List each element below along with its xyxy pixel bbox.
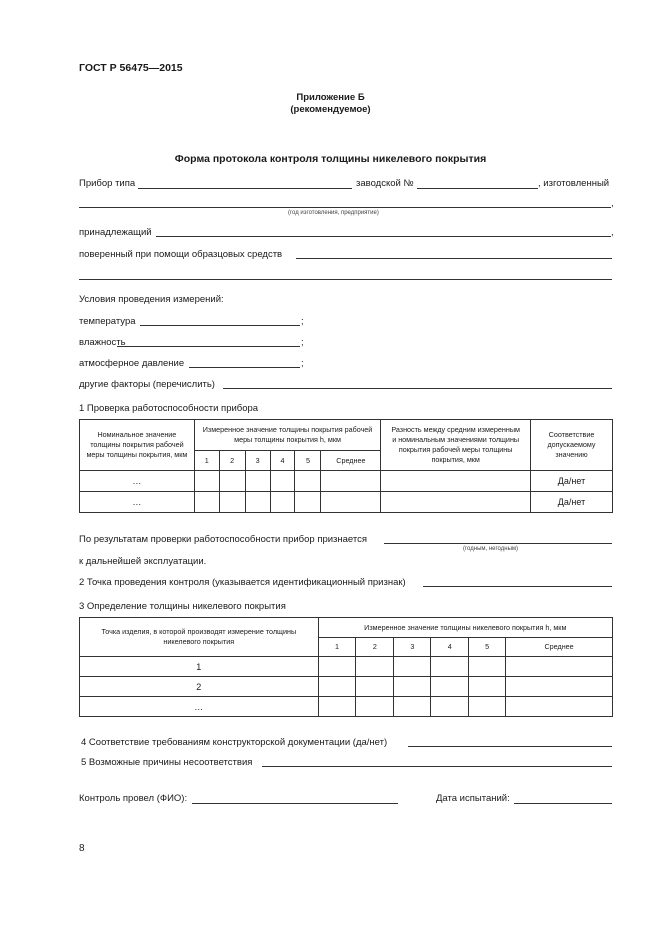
measurement-cell[interactable] — [219, 471, 245, 492]
conformity-field[interactable] — [408, 746, 612, 747]
measurement-cell[interactable] — [394, 697, 431, 717]
subcol-2: 2 — [219, 451, 245, 471]
table-row — [80, 657, 613, 677]
measurement-cell[interactable] — [469, 677, 506, 697]
measurement-cell[interactable] — [245, 471, 270, 492]
annex-subtitle: (рекомендуемое) — [290, 104, 371, 115]
measurement-cell[interactable] — [431, 657, 469, 677]
table-row — [80, 492, 613, 513]
subcol-4: 4 — [431, 638, 469, 657]
measurement-cell[interactable] — [318, 697, 356, 717]
subcol-3: 3 — [245, 451, 270, 471]
verified-field-continued[interactable] — [79, 279, 612, 280]
comma-mark: , — [611, 227, 614, 238]
measurement-cell[interactable] — [270, 492, 295, 513]
measurement-cell[interactable] — [318, 657, 356, 677]
causes-field[interactable] — [262, 766, 612, 767]
device-type-label: Прибор типа — [79, 178, 136, 189]
table-row — [80, 471, 613, 492]
measurement-cell[interactable] — [219, 492, 245, 513]
section1-heading: 1 Проверка работоспособности прибора — [79, 403, 259, 414]
conclusion-continuation: к дальнейшей эксплуатации. — [79, 556, 207, 567]
control-point-field[interactable] — [423, 586, 612, 587]
humidity-field[interactable] — [117, 346, 300, 347]
semicolon-mark: ; — [301, 337, 304, 348]
comma-mark: , — [611, 198, 614, 209]
average-cell[interactable] — [321, 471, 381, 492]
subcol-5: 5 — [295, 451, 321, 471]
verified-label: поверенный при помощи образцовых средств — [79, 249, 283, 260]
measurement-cell[interactable] — [194, 492, 219, 513]
average-cell[interactable] — [321, 492, 381, 513]
subcol-1: 1 — [194, 451, 219, 471]
subcol-average: Среднее — [321, 451, 381, 471]
measurement-cell[interactable] — [295, 471, 321, 492]
device-check-table — [79, 419, 613, 513]
measurement-cell[interactable] — [245, 492, 270, 513]
subcol-average: Среднее — [506, 638, 613, 657]
pressure-label: атмосферное давление — [79, 358, 185, 369]
section5-heading: 5 Возможные причины несоответствия — [81, 757, 253, 768]
table-row — [80, 677, 613, 697]
point-cell: … — [80, 697, 319, 717]
conclusion-note: (годным, негодным) — [463, 546, 519, 552]
manufactured-label: , изготовленный — [538, 178, 610, 189]
date-field[interactable] — [514, 803, 612, 804]
conclusion-field[interactable] — [384, 543, 612, 544]
semicolon-mark: ; — [301, 316, 304, 327]
nominal-cell: … — [80, 492, 195, 513]
standard-code: ГОСТ Р 56475—2015 — [79, 62, 183, 74]
measurement-cell[interactable] — [394, 657, 431, 677]
serial-number-label: заводской № — [356, 178, 414, 189]
semicolon-mark: ; — [301, 358, 304, 369]
device-type-field[interactable] — [138, 188, 352, 189]
table-row — [80, 697, 613, 717]
humidity-label: влажность — [79, 337, 126, 348]
section2-heading: 2 Точка проведения контроля (указывается идентификационный признак) — [79, 577, 406, 588]
other-factors-field[interactable] — [223, 388, 612, 389]
other-factors-label: другие факторы (перечислить) — [79, 379, 215, 390]
measurement-cell[interactable] — [356, 677, 394, 697]
conformity-cell[interactable]: Да/нет — [531, 471, 613, 492]
manufacturer-field[interactable] — [79, 207, 611, 208]
measurement-cell[interactable] — [295, 492, 321, 513]
owner-label: принадлежащий — [79, 227, 152, 238]
pressure-field[interactable] — [189, 367, 300, 368]
col-nominal-header: Номинальное значение толщины покрытия рабочей меры толщины покрытия, мкм — [80, 420, 195, 471]
col-difference-header: Разность между средним измеренным и номинальным значениями толщины покрытия рабочей меры толщины покрытия, мкм — [381, 420, 531, 471]
owner-field[interactable] — [156, 236, 611, 237]
conditions-heading: Условия проведения измерений: — [79, 294, 224, 305]
col-point-header: Точка изделия, в которой производят измерение толщины никелевого покрытия — [80, 618, 319, 657]
nominal-cell: … — [80, 471, 195, 492]
date-label: Дата испытаний: — [436, 793, 510, 804]
average-cell[interactable] — [506, 677, 613, 697]
average-cell[interactable] — [506, 697, 613, 717]
measurement-cell[interactable] — [270, 471, 295, 492]
measurement-cell[interactable] — [194, 471, 219, 492]
subcol-5: 5 — [469, 638, 506, 657]
point-cell: 2 — [80, 677, 319, 697]
conclusion-text: По результатам проверки работоспособности прибор признается — [79, 534, 368, 545]
measurement-cell[interactable] — [318, 677, 356, 697]
thickness-table — [79, 617, 613, 717]
col-measured-header: Измеренное значение толщины покрытия рабочей меры толщины покрытия h, мкм — [194, 420, 381, 451]
temperature-field[interactable] — [140, 325, 300, 326]
section4-heading: 4 Соответствие требованиям конструкторской документации (да/нет) — [81, 737, 388, 748]
year-manufacturer-note: (год изготовления, предприятие) — [288, 210, 379, 216]
measurement-cell[interactable] — [356, 657, 394, 677]
measurement-cell[interactable] — [431, 697, 469, 717]
verified-field[interactable] — [296, 258, 612, 259]
controller-field[interactable] — [192, 803, 398, 804]
measurement-cell[interactable] — [431, 677, 469, 697]
measurement-cell[interactable] — [469, 657, 506, 677]
difference-cell[interactable] — [381, 471, 531, 492]
col-thickness-header: Измеренное значение толщины никелевого покрытия h, мкм — [318, 618, 612, 638]
controller-label: Контроль провел (ФИО): — [79, 793, 188, 804]
measurement-cell[interactable] — [356, 697, 394, 717]
form-title: Форма протокола контроля толщины никелевого покрытия — [174, 153, 487, 165]
difference-cell[interactable] — [381, 492, 531, 513]
subcol-3: 3 — [394, 638, 431, 657]
subcol-2: 2 — [356, 638, 394, 657]
average-cell[interactable] — [506, 657, 613, 677]
page-number: 8 — [79, 843, 85, 854]
measurement-cell[interactable] — [394, 677, 431, 697]
measurement-cell[interactable] — [469, 697, 506, 717]
point-cell: 1 — [80, 657, 319, 677]
subcol-4: 4 — [270, 451, 295, 471]
col-conformity-header: Соответствие допускаемому значению — [531, 420, 613, 471]
annex-title: Приложение Б — [296, 92, 365, 103]
section3-heading: 3 Определение толщины никелевого покрытия — [79, 601, 286, 612]
temperature-label: температура — [79, 316, 136, 327]
conformity-cell[interactable]: Да/нет — [531, 492, 613, 513]
subcol-1: 1 — [318, 638, 356, 657]
serial-number-field[interactable] — [417, 188, 538, 189]
